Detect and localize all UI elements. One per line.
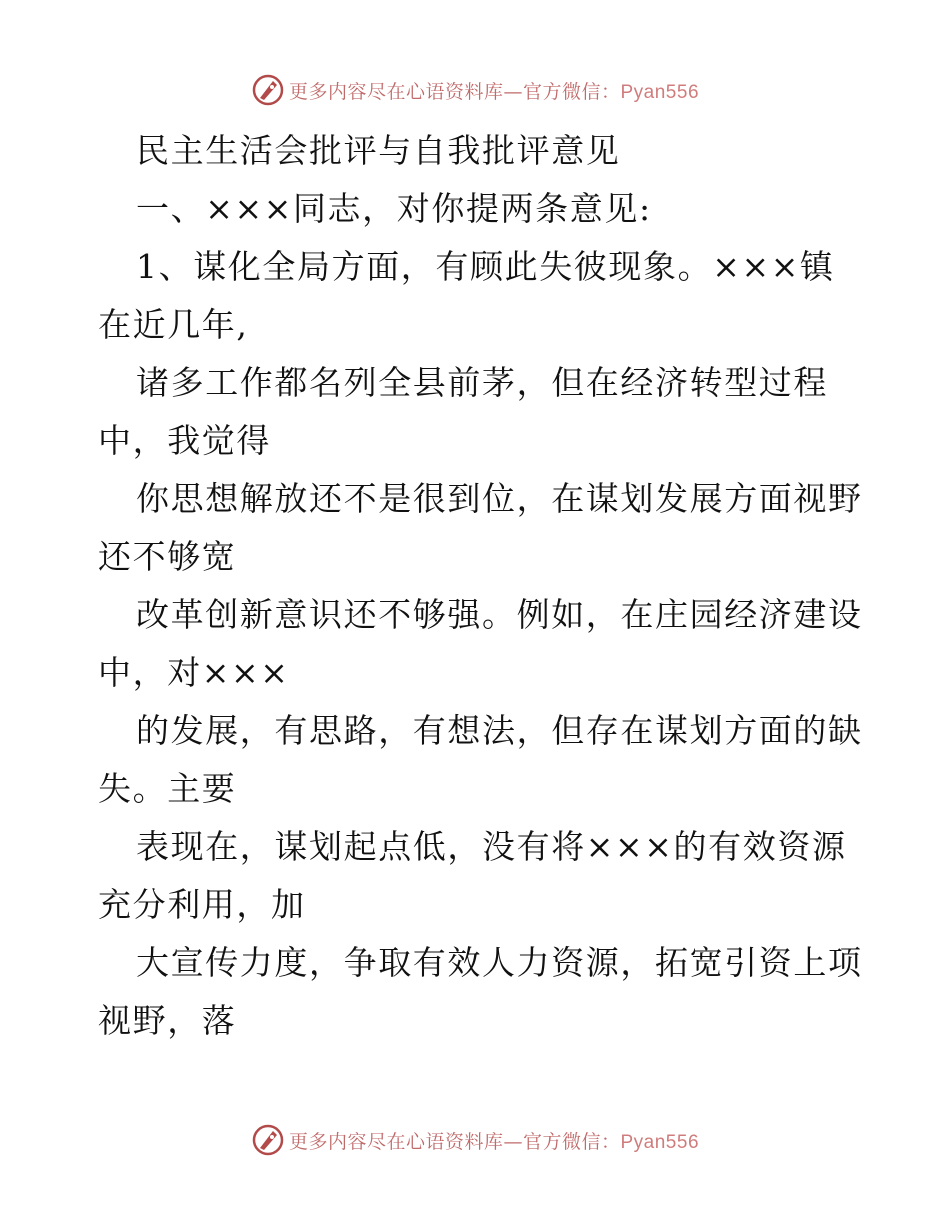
- text-line: 你思想解放还不是很到位，在谋划发展方面视野: [136, 479, 863, 518]
- document-title: 民主生活会批评与自我批评意见: [136, 131, 621, 170]
- text-line: 还不够宽: [98, 537, 237, 576]
- header-watermark: [0, 70, 950, 110]
- text-line: 诸多工作都名列全县前茅，但在经济转型过程: [136, 363, 828, 402]
- text-line: 改革创新意识还不够强。例如，在庄园经济建设: [136, 595, 863, 634]
- text-line: 一、×××同志，对你提两条意见:: [136, 189, 652, 228]
- pen-nib-logo-icon: [251, 73, 285, 107]
- text-line: 中，我觉得: [98, 421, 271, 460]
- text-line: 1、谋化全局方面，有顾此失彼现象。×××镇: [136, 247, 835, 286]
- text-line: 在近几年,: [98, 305, 249, 344]
- pen-nib-logo-icon: [251, 1123, 285, 1157]
- footer-watermark: [0, 1120, 950, 1160]
- document-body: [98, 122, 863, 1050]
- watermark-text: 更多内容尽在心语资料库—官方微信：Pyan556: [288, 80, 700, 103]
- text-line: 视野，落: [98, 1001, 237, 1040]
- text-line: 充分利用，加: [98, 885, 306, 924]
- watermark-text: 更多内容尽在心语资料库—官方微信：Pyan556: [288, 1130, 700, 1153]
- text-line: 的发展，有思路，有想法，但存在谋划方面的缺: [136, 711, 863, 750]
- text-line: 失。主要: [98, 769, 237, 808]
- text-line: 中，对×××: [98, 653, 290, 692]
- text-line: 大宣传力度，争取有效人力资源，拓宽引资上项: [136, 943, 863, 982]
- text-line: 表现在，谋划起点低，没有将×××的有效资源: [136, 827, 847, 866]
